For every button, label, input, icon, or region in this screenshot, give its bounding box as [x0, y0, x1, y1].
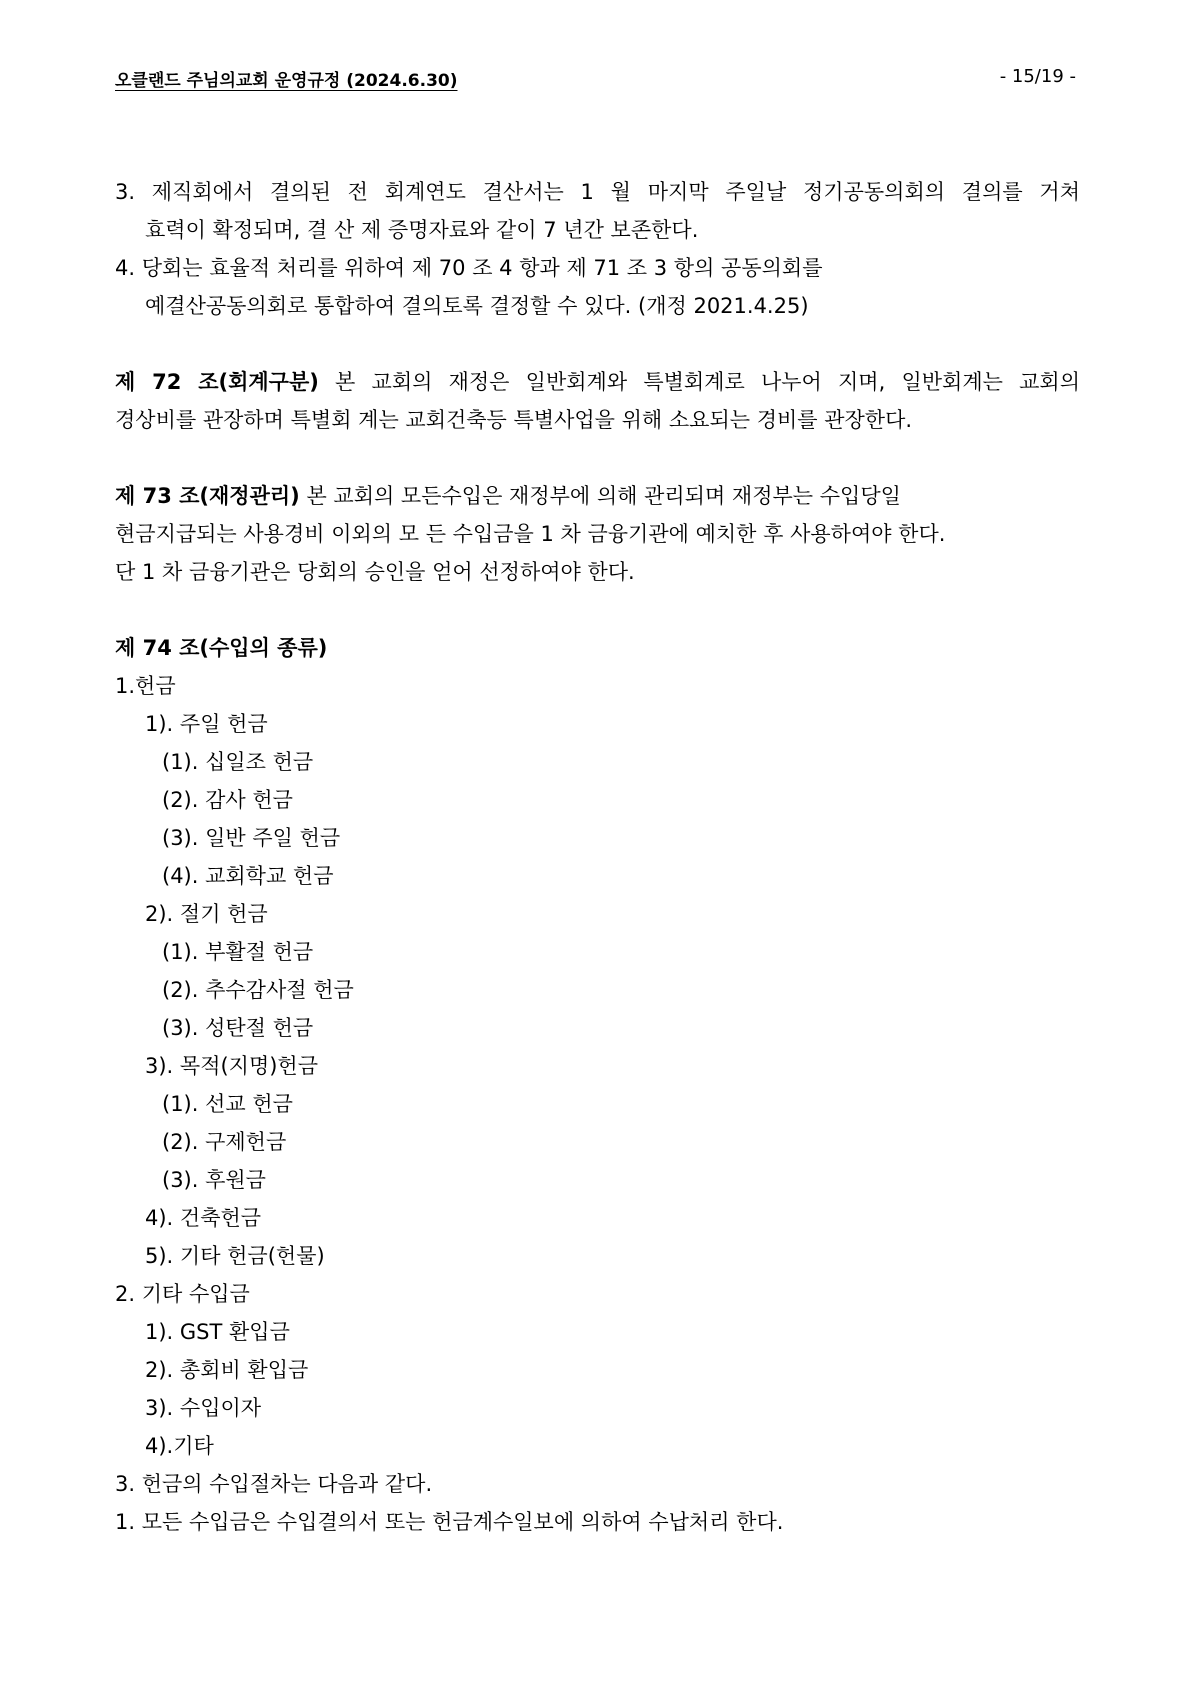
list-item: (1). 선교 헌금: [162, 1092, 293, 1116]
list-item: 5). 기타 헌금(헌물): [145, 1244, 325, 1268]
article-73-heading: 제 73 조(재정관리): [115, 484, 300, 508]
list-item: (3). 성탄절 헌금: [162, 1016, 314, 1040]
list-item: 1). 주일 헌금: [145, 712, 268, 736]
page-header: [115, 66, 1076, 96]
page-number: - 15/19 -: [999, 66, 1076, 87]
article-72-line-1: [115, 363, 1080, 401]
list-item: 4). 건축헌금: [145, 1206, 262, 1230]
clause-4-line-2: 예결산공동의회로 통합하여 결의토록 결정할 수 있다. (개정 2021.4.25): [145, 294, 809, 318]
list-item: 1). GST 환입금: [145, 1320, 290, 1344]
document-body: [115, 173, 1080, 1541]
article-74-heading-line: [115, 629, 1080, 667]
list-item: 3). 목적(지명)헌금: [145, 1054, 319, 1078]
list-item: 4).기타: [145, 1434, 214, 1458]
clause-4-line-1: 4. 당회는 효율적 처리를 위하여 제 70 조 4 항과 제 71 조 3 항의 공동의회를: [115, 256, 823, 280]
spacer: [115, 439, 1080, 477]
list-item: (2). 구제헌금: [162, 1130, 287, 1154]
article-73-line-3: 단 1 차 금융기관은 당회의 승인을 얻어 선정하여야 한다.: [115, 560, 635, 584]
document-title: 오클랜드 주님의교회 운영규정 (2024.6.30): [115, 71, 458, 91]
article-72-line-2: 경상비를 관장하며 특별회 계는 교회건축등 특별사업을 위해 소요되는 경비를 관장한다.: [115, 408, 913, 432]
clause-3-line-2: 효력이 확정되며, 결 산 제 증명자료와 같이 7 년간 보존한다.: [145, 218, 699, 242]
article-73-text: 본 교회의 모든수입은 재정부에 의해 관리되며 재정부는 수입당일: [299, 484, 901, 508]
article-72-text: 본 교회의 재정은 일반회계와 특별회계로 나누어 지며, 일반회계는 교회의: [318, 370, 1080, 394]
list-item: 2. 기타 수입금: [115, 1282, 250, 1306]
article-74-heading: 제 74 조(수입의 종류): [115, 636, 328, 660]
article-73-line-2: 현금지급되는 사용경비 이외의 모 든 수입금을 1 차 금융기관에 예치한 후 사용하여야 한다.: [115, 522, 946, 546]
spacer: [115, 591, 1080, 629]
list-item: (1). 부활절 헌금: [162, 940, 314, 964]
list-item: 3. 헌금의 수입절차는 다음과 같다.: [115, 1472, 433, 1496]
list-item: 3). 수입이자: [145, 1396, 262, 1420]
list-item: 2). 총회비 환입금: [145, 1358, 309, 1382]
list-item: (2). 감사 헌금: [162, 788, 293, 812]
list-item: 1. 모든 수입금은 수입결의서 또는 헌금계수일보에 의하여 수납처리 한다.: [115, 1510, 784, 1534]
list-item: 2). 절기 헌금: [145, 902, 268, 926]
article-73-line-1: [115, 477, 1080, 515]
article-72-heading: 제 72 조(회계구분): [115, 370, 319, 394]
list-item: (2). 추수감사절 헌금: [162, 978, 354, 1002]
list-item: (4). 교회학교 헌금: [162, 864, 334, 888]
clause-3-line-1: 3. 제직회에서 결의된 전 회계연도 결산서는 1 월 마지막 주일날 정기공동의회의 결의를 거쳐: [115, 180, 1080, 204]
list-item: 1.헌금: [115, 674, 176, 698]
list-item: (3). 일반 주일 헌금: [162, 826, 341, 850]
list-item: (3). 후원금: [162, 1168, 266, 1192]
list-item: (1). 십일조 헌금: [162, 750, 314, 774]
spacer: [115, 325, 1080, 363]
